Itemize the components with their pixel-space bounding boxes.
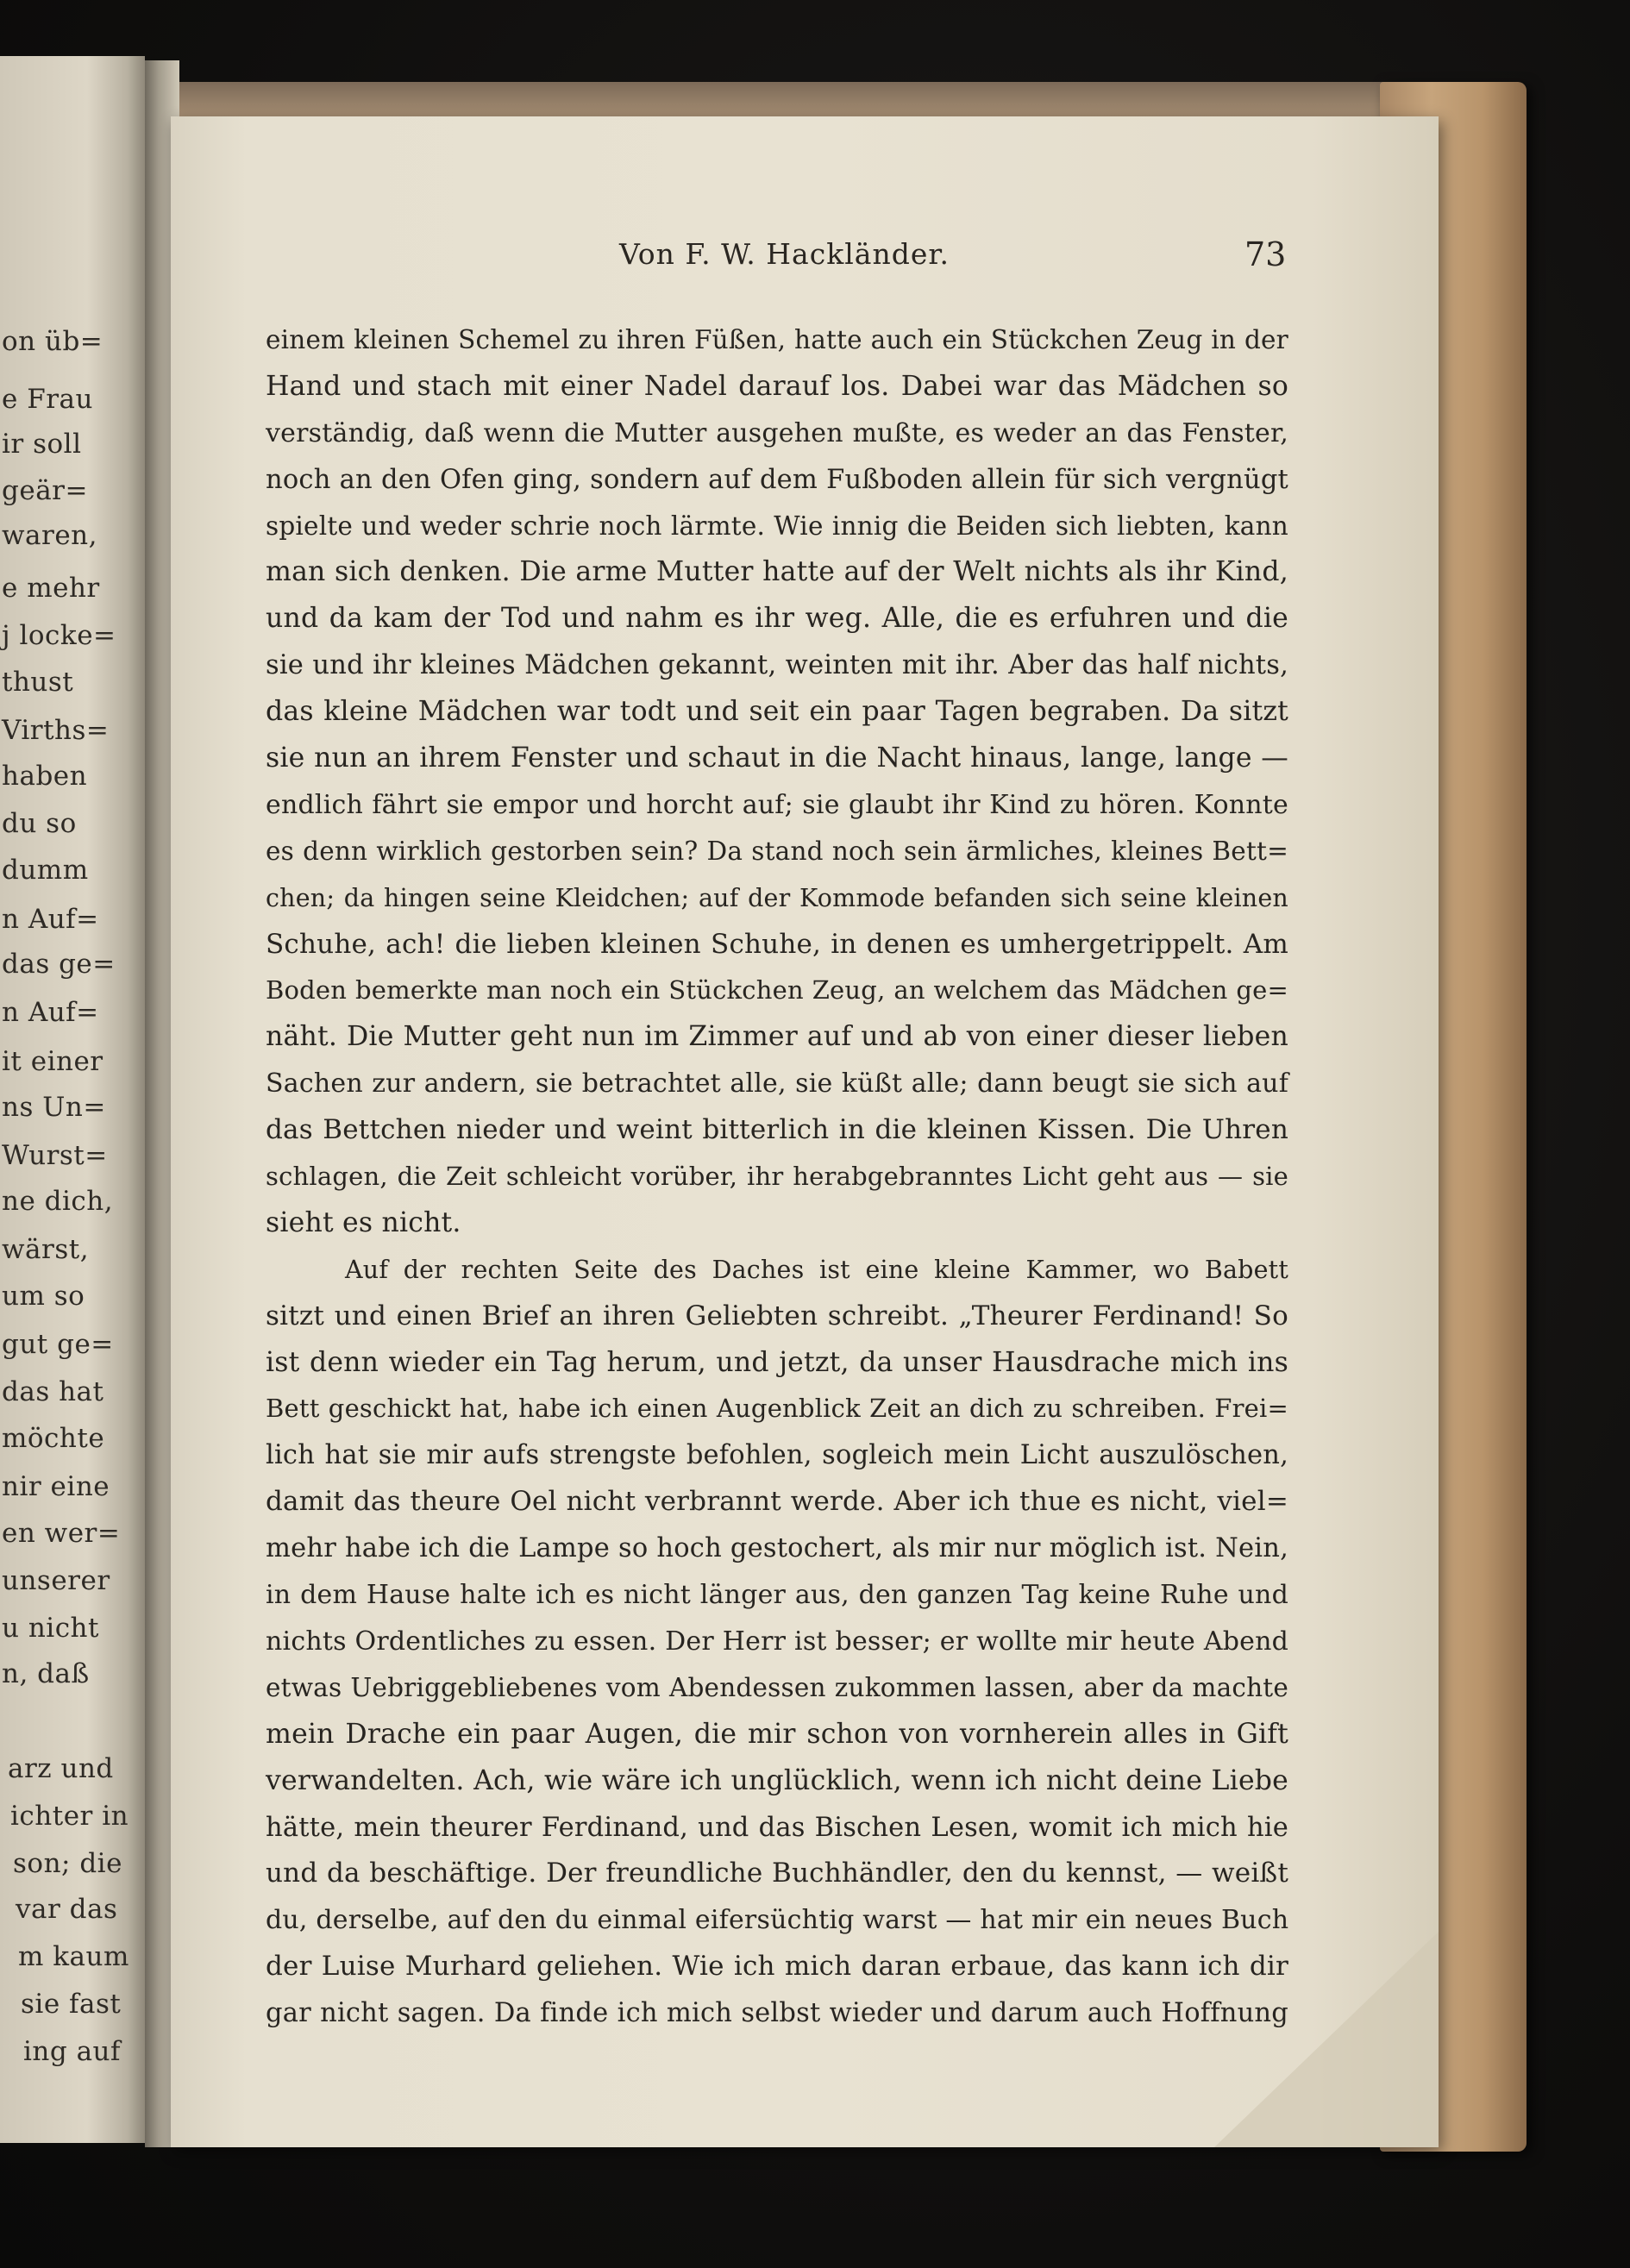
previous-page-line-fragment: ing auf bbox=[23, 2036, 121, 2067]
previous-page-line-fragment: n, daß bbox=[2, 1658, 90, 1689]
text-line: nichts Ordentliches zu essen. Der Herr ist besser; er wollte mir heute Abend bbox=[266, 1626, 1288, 1657]
previous-page-line-fragment: dumm bbox=[2, 855, 89, 886]
previous-page-line-fragment: gut ge= bbox=[2, 1329, 114, 1360]
previous-page-line-fragment: Wurst= bbox=[2, 1140, 108, 1171]
previous-page-line-fragment: u nicht bbox=[2, 1613, 99, 1644]
previous-page-line-fragment: thust bbox=[2, 667, 74, 698]
body-text bbox=[266, 317, 1288, 2037]
previous-page-line-fragment: waren, bbox=[2, 520, 98, 551]
book-page bbox=[171, 116, 1439, 2147]
text-line: lich hat sie mir aufs strengste befohlen, sogleich mein Licht auszulöschen, bbox=[266, 1440, 1288, 1471]
text-line: etwas Uebriggebliebenes vom Abendessen zukommen lassen, aber da machte bbox=[266, 1672, 1288, 1702]
text-line: einem kleinen Schemel zu ihren Füßen, hatte auch ein Stückchen Zeug in der bbox=[266, 325, 1288, 354]
previous-page-line-fragment: m kaum bbox=[18, 1941, 129, 1972]
previous-page-line-fragment: Virths= bbox=[2, 715, 110, 746]
page-number: 73 bbox=[1244, 235, 1287, 273]
text-line: noch an den Ofen ging, sondern auf dem Fußboden allein für sich vergnügt bbox=[266, 464, 1288, 495]
text-line: es denn wirklich gestorben sein? Da stand noch sein ärmliches, kleines Bett= bbox=[266, 836, 1288, 866]
previous-page-line-fragment: e Frau bbox=[2, 384, 93, 415]
previous-page-line-fragment: sie fast bbox=[21, 1989, 122, 2020]
text-line: mein Drache ein paar Augen, die mir schon von vornherein alles in Gift bbox=[266, 1718, 1288, 1750]
text-line: in dem Hause halte ich es nicht länger aus, den ganzen Tag keine Ruhe und bbox=[266, 1580, 1288, 1611]
previous-page-line-fragment: on üb= bbox=[2, 326, 103, 357]
previous-page-line-fragment: var das bbox=[16, 1894, 118, 1925]
previous-page-line-fragment: möchte bbox=[2, 1423, 105, 1454]
running-head: Von F. W. Hackländer. bbox=[619, 237, 950, 271]
previous-page-line-fragment: n Auf= bbox=[2, 904, 99, 935]
previous-page-line-fragment: nir eine bbox=[2, 1471, 110, 1502]
page-corner-fold bbox=[1214, 1932, 1439, 2147]
text-line: Boden bemerkte man noch ein Stückchen Zeug, an welchem das Mädchen ge= bbox=[266, 975, 1288, 1006]
previous-page-line-fragment: it einer bbox=[2, 1046, 103, 1077]
text-line: spielte und weder schrie noch lärmte. Wie innig die Beiden sich liebten, kann bbox=[266, 511, 1288, 541]
text-line: Auf der rechten Seite des Daches ist eine kleine Kammer, wo Babett bbox=[345, 1255, 1288, 1284]
previous-page-line-fragment: haben bbox=[2, 761, 88, 792]
previous-page-line-fragment: unserer bbox=[2, 1565, 110, 1596]
previous-page-edge bbox=[0, 56, 145, 2143]
text-line: mehr habe ich die Lampe so hoch gestochert, als mir nur möglich ist. Nein, bbox=[266, 1533, 1288, 1564]
previous-page-line-fragment: wärst, bbox=[2, 1234, 90, 1265]
previous-page-line-fragment: e mehr bbox=[2, 573, 100, 604]
previous-page-line-fragment: arz und bbox=[8, 1753, 114, 1784]
text-line: der Luise Murhard geliehen. Wie ich mich daran erbaue, das kann ich dir bbox=[266, 1951, 1288, 1983]
text-line: verständig, daß wenn die Mutter ausgehen mußte, es weder an das Fenster, bbox=[266, 417, 1288, 448]
text-line: sieht es nicht. bbox=[266, 1206, 461, 1238]
previous-page-line-fragment: ichter in bbox=[10, 1801, 129, 1832]
previous-page-line-fragment: j locke= bbox=[2, 620, 116, 651]
text-line: chen; da hingen seine Kleidchen; auf der Kommode befanden sich seine kleinen bbox=[266, 883, 1288, 912]
text-line: Schuhe, ach! die lieben kleinen Schuhe, in denen es umhergetrippelt. Am bbox=[266, 928, 1288, 960]
text-line: man sich denken. Die arme Mutter hatte auf der Welt nichts als ihr Kind, bbox=[266, 556, 1288, 588]
previous-page-line-fragment: son; die bbox=[13, 1848, 122, 1879]
text-line: du, derselbe, auf den du einmal eifersüchtig warst — hat mir ein neues Buch bbox=[266, 1905, 1289, 1936]
previous-page-line-fragment: ns Un= bbox=[2, 1092, 106, 1123]
text-line: und da beschäftige. Der freundliche Buchhändler, den du kennst, — weißt bbox=[266, 1858, 1288, 1889]
previous-page-line-fragment: ir soll bbox=[2, 429, 82, 460]
text-line: sie nun an ihrem Fenster und schaut in die Nacht hinaus, lange, lange — bbox=[266, 742, 1288, 774]
page-header bbox=[171, 237, 1439, 289]
text-line: hätte, mein theurer Ferdinand, und das Bischen Lesen, womit ich mich hie bbox=[266, 1812, 1288, 1843]
previous-page-line-fragment: n Auf= bbox=[2, 997, 99, 1028]
text-line: und da kam der Tod und nahm es ihr weg. Alle, die es erfuhren und die bbox=[266, 603, 1288, 635]
text-line: sie und ihr kleines Mädchen gekannt, weinten mit ihr. Aber das half nichts, bbox=[266, 650, 1288, 681]
text-line: ist denn wieder ein Tag herum, und jetzt, da unser Hausdrache mich ins bbox=[266, 1346, 1288, 1378]
previous-page-line-fragment: en wer= bbox=[2, 1518, 121, 1549]
previous-page-line-fragment: um so bbox=[2, 1281, 85, 1312]
text-line: Sachen zur andern, sie betrachtet alle, sie küßt alle; dann beugt sie sich auf bbox=[266, 1068, 1288, 1100]
previous-page-line-fragment: das ge= bbox=[2, 949, 116, 980]
previous-page-line-fragment: geär= bbox=[2, 475, 88, 506]
text-line: das Bettchen nieder und weint bitterlich in die kleinen Kissen. Die Uhren bbox=[266, 1114, 1288, 1146]
previous-page-line-fragment: ne dich, bbox=[2, 1186, 114, 1217]
previous-page-line-fragment: das hat bbox=[2, 1376, 104, 1407]
book-cover-top-edge bbox=[129, 82, 1475, 116]
text-line: gar nicht sagen. Da finde ich mich selbst wieder und darum auch Hoffnung bbox=[266, 1998, 1288, 2029]
text-line: schlagen, die Zeit schleicht vorüber, ihr herabgebranntes Licht geht aus — sie bbox=[266, 1162, 1288, 1192]
text-line: Bett geschickt hat, habe ich einen Augenblick Zeit an dich zu schreiben. Frei= bbox=[266, 1394, 1288, 1424]
text-line: verwandelten. Ach, wie wäre ich unglücklich, wenn ich nicht deine Liebe bbox=[266, 1764, 1288, 1796]
text-line: endlich fährt sie empor und horcht auf; sie glaubt ihr Kind zu hören. Konnte bbox=[266, 789, 1288, 820]
text-line: damit das theure Oel nicht verbrannt werde. Aber ich thue es nicht, viel= bbox=[266, 1486, 1288, 1518]
previous-page-line-fragment: du so bbox=[2, 808, 77, 839]
text-line: sitzt und einen Brief an ihren Geliebten schreibt. „Theurer Ferdinand! So bbox=[266, 1300, 1288, 1331]
text-line: näht. Die Mutter geht nun im Zimmer auf und ab von einer dieser lieben bbox=[266, 1021, 1288, 1053]
text-line: das kleine Mädchen war todt und seit ein paar Tagen begraben. Da sitzt bbox=[266, 696, 1288, 728]
text-line: Hand und stach mit einer Nadel darauf los. Dabei war das Mädchen so bbox=[266, 370, 1288, 402]
